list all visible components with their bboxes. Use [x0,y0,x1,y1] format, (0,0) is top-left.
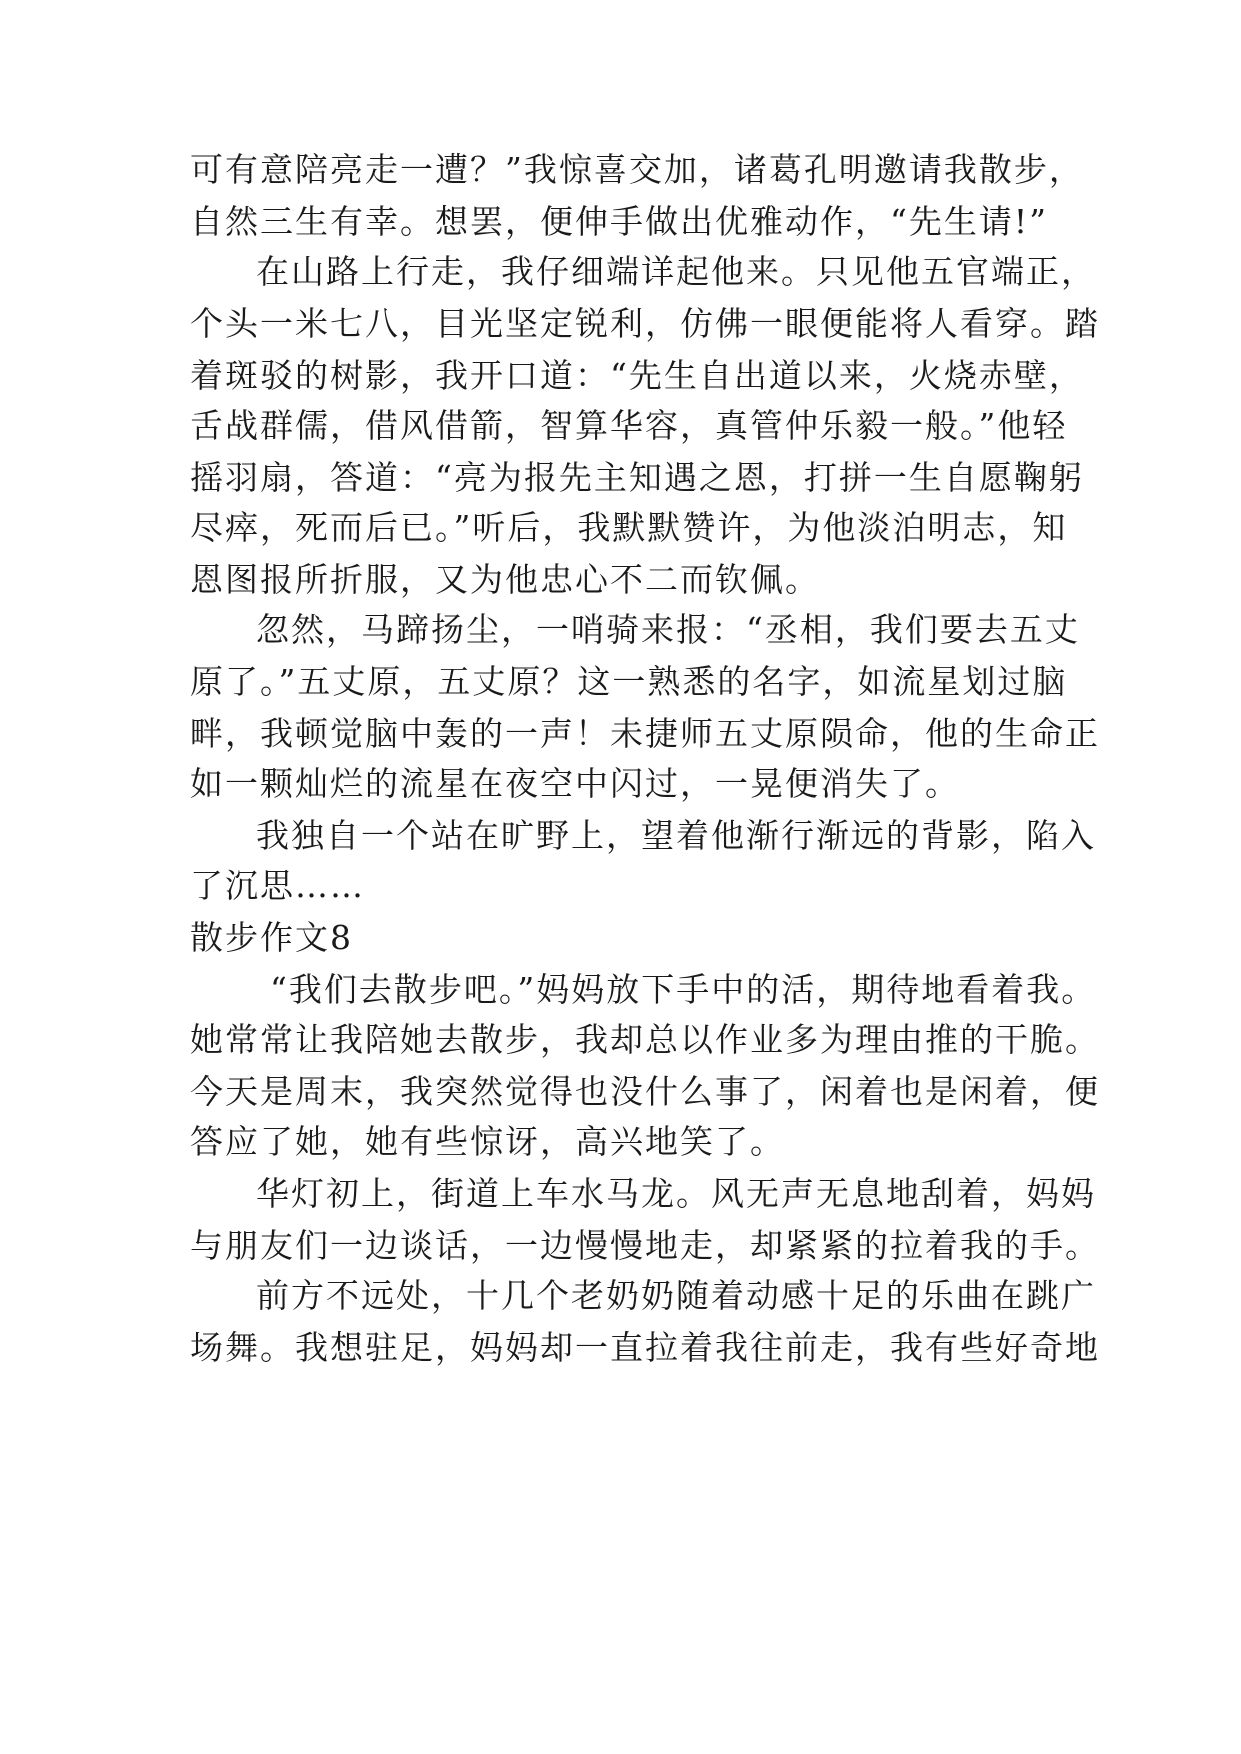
text-line: 尽瘁，死而后已。”听后，我默默赞许，为他淡泊明志，知 [190,508,1068,547]
text-line: 与朋友们一边谈话，一边慢慢地走，却紧紧的拉着我的手。 [190,1226,1100,1265]
text-line: 如一颗灿烂的流星在夜空中闪过，一晃便消失了。 [190,764,960,803]
text-line: 恩图报所折服，又为他忠心不二而钦佩。 [190,560,820,599]
text-line: 畔，我顿觉脑中轰的一声！未捷师五丈原陨命，他的生命正 [190,714,1100,753]
text-line: 忽然，马蹄扬尘，一哨骑来报：“丞相，我们要去五丈 [256,610,1080,649]
text-line: 在山路上行走，我仔细端详起他来。只见他五官端正， [256,252,1096,291]
text-line: 摇羽扇，答道：“亮为报先主知遇之恩，打拼一生自愿鞠躬 [190,458,1084,497]
text-line: “我们去散步吧。”妈妈放下手中的活，期待地看着我。 [270,970,1097,1009]
text-line: 个头一米七八，目光坚定锐利，仿佛一眼便能将人看穿。踏 [190,304,1100,343]
text-line: 原了。”五丈原，五丈原？这一熟悉的名字，如流星划过脑 [190,662,1068,701]
text-line: 她常常让我陪她去散步，我却总以作业多为理由推的干脆。 [190,1020,1100,1059]
text-line: 可有意陪亮走一遭？”我惊喜交加，诸葛孔明邀请我散步， [190,150,1084,189]
text-line: 华灯初上，街道上车水马龙。风无声无息地刮着，妈妈 [256,1174,1096,1213]
text-line: 我独自一个站在旷野上，望着他渐行渐远的背影，陷入 [256,816,1096,855]
text-line: 了沉思…… [190,866,365,905]
text-line: 着斑驳的树影，我开口道：“先生自出道以来，火烧赤壁， [190,356,1084,395]
text-line: 答应了她，她有些惊讶，高兴地笑了。 [190,1122,785,1161]
text-line: 前方不远处，十几个老奶奶随着动感十足的乐曲在跳广 [256,1276,1096,1315]
text-line: 场舞。我想驻足，妈妈却一直拉着我往前走，我有些好奇地 [190,1328,1100,1367]
text-line: 自然三生有幸。想罢，便伸手做出优雅动作，“先生请!” [190,202,1049,241]
section-heading: 散步作文8 [190,918,353,957]
text-line: 舌战群儒，借风借箭，智算华容，真管仲乐毅一般。”他轻 [190,406,1068,445]
text-line: 今天是周末，我突然觉得也没什么事了，闲着也是闲着，便 [190,1072,1100,1111]
